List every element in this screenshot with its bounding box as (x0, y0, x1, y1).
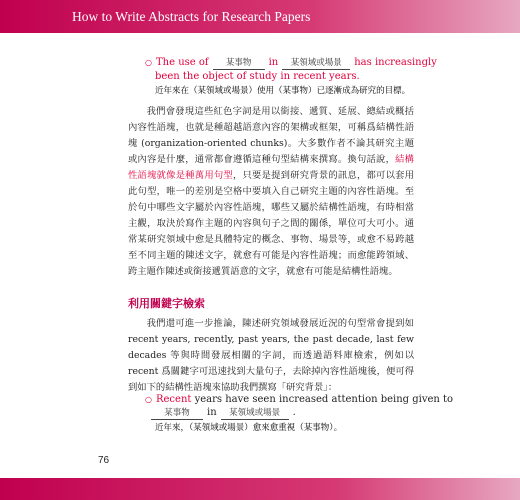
footer-bar (0, 478, 520, 500)
example1-text: has increasingly (354, 57, 437, 68)
example2-cn-text: 。 (333, 423, 343, 433)
example2-english-line1 (145, 393, 453, 406)
example2-cn-blank: （某領域或場景） (189, 423, 253, 433)
example1-english-line2: been the object of study in recent years. (155, 71, 360, 82)
example1-blank-thing: 某事物 (213, 58, 265, 70)
example1-blank-field: 某領域或場景 (282, 58, 350, 70)
example-sentence-2 (145, 393, 453, 435)
page-number: 76 (98, 455, 110, 466)
running-header-title: How to Write Abstracts for Research Papers (72, 9, 311, 24)
example2-cn-blank: （某事物） (295, 423, 334, 433)
example1-text: The use of (155, 57, 209, 68)
example1-chinese (145, 85, 437, 98)
section-heading: 利用關鍵字檢索 (128, 297, 205, 310)
example-sentence-1 (145, 56, 437, 98)
example2-chinese (145, 422, 453, 435)
paragraph-text: 我們會發現這些紅色字詞是用以銜接、遞質、延展、總結或概括內容性語塊，也就是種超越語意內容的架構或框架，可稱爲結構性語塊 (organization-oriented chunks)。大多數作者不論其研究主題或內容是什麼，通常都會遵循這種句型結構來撰寫。換句話說， (128, 106, 414, 165)
body-paragraph-2: 我們還可進一步推論，陳述研究領域發展近況的句型常會提到如 recent years, recently, past years, the past decade, last few decades 等與時間發展相關的字詞，而透過語料庫檢索，例如以 recent 爲關鍵字可迅速找到大量句子，去除掉內容性語塊後，便可得到如下的結構性語塊來協助我們撰寫「研究背景」： (128, 318, 414, 393)
example1-cn-text: 使用 (257, 86, 275, 96)
example2-text: years have seen increased attention being given to (194, 394, 454, 405)
example2-blank-field: 某領域或場景 (221, 408, 289, 420)
example2-text: . (292, 407, 296, 418)
example2-blank-thing: 某事物 (151, 408, 203, 420)
body-paragraph-1 (128, 104, 414, 280)
example2-text: in (207, 407, 217, 418)
paragraph-text: ，只要是提到研究背景的訊息，都可以套用此句型，唯一的差別是空格中要填入自己研究主題的內容性語塊。至於句中哪些文字屬於內容性語塊，哪些又屬於結構性語塊，有時相當主觀，取決於寫作主題的內容與句子之間的關係，單位可大可小。通常某研究領域中愈是具體特定的概念、事物、場景等，或愈不易跨越至不同主題的陳述文字，就愈有可能是內容性語塊；而愈能跨領域、跨主題作陳述或銜接遞質語意的文字，就愈有可能是結構性語塊。 (128, 170, 414, 277)
example2-cn-text: 愈來愈重視 (252, 423, 296, 433)
example1-cn-text: 近年來在 (155, 86, 190, 96)
example2-cn-text: 近年來， (155, 423, 190, 433)
example1-cn-blank: （某領域或場景） (189, 86, 258, 96)
example1-english-line1 (145, 56, 437, 70)
example1-text: in (268, 57, 279, 68)
bullet-icon: ○ (145, 58, 152, 67)
highlighted-text: 結構性語塊就像是種萬用句型 (128, 154, 414, 181)
example2-keyword: Recent (155, 394, 192, 405)
example1-cn-blank: （某事物） (274, 86, 317, 96)
example1-cn-text: 已逐漸成為研究的目標。 (316, 86, 411, 96)
bullet-icon: ○ (145, 395, 152, 404)
example2-english-line2 (145, 406, 453, 420)
header-bar (0, 0, 520, 33)
